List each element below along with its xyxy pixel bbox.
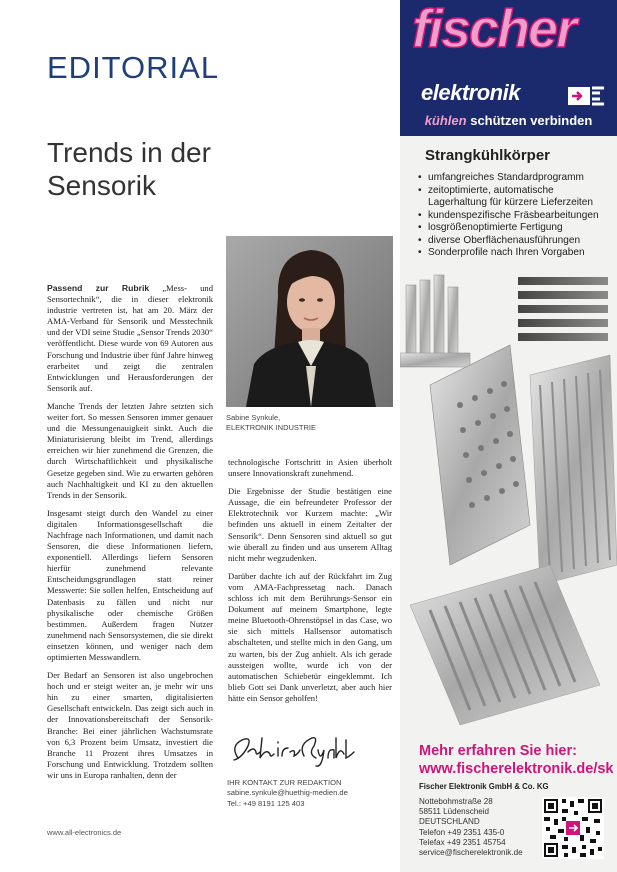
- article-column-1: [47, 283, 213, 788]
- brand-subtitle: elektronik: [421, 80, 520, 105]
- cta-text: Mehr erfahren Sie hier:: [419, 743, 577, 759]
- paragraph: Darüber dachte ich auf der Rückfahrt im Zug vom AMA-Fachpressetag nach. Danach schloss ich mit dem Berührungs-Sensor ein Dokument auf meinem Smartphone, legte meine Bluetooth-Ohrenstöpsel in das Case, wo sie sich mittels Hallsensor automatisch abschalteten, und stellte mich in den Gang, um zu warten, bis der Zug anhielt. Als ich gerade aussteigen wollte, wurde ich von der automatischen Schiebetür eingeklemmt. Ich blieb Gott sei Dank unverletzt, aber auch hier hätte ein Sensor geholfen!: [228, 570, 392, 703]
- email[interactable]: service@fischerelektronik.de: [419, 848, 523, 858]
- signature-image: [226, 728, 356, 768]
- company-address: [419, 797, 523, 858]
- company-name: Fischer Elektronik GmbH & Co. KG: [419, 782, 549, 791]
- contact-email[interactable]: sabine.synkule@huethig-medien.de: [227, 788, 348, 798]
- tagline-protect: schützen: [470, 113, 527, 128]
- tagline-connect: verbinden: [530, 113, 593, 128]
- paragraph: Manche Trends der letzten Jahre setzten sich weiter fort. So messen Sensoren immer genauer und die Messungenauigkeit sinkt. Auch die Miniaturisierung bleibt im Trend, allerdings erreichen wir hier zunehmend die Grenzen, die durch Wirtschaftlichkeit und physikalische Gesetze gegeben sind. Wie zu erwarten gehören auch Nachhaltigkeit und KI zu den aktuellen Trends in der Sensorik.: [47, 400, 213, 500]
- ad-header: [400, 0, 617, 136]
- paragraph: Der Bedarf an Sensoren ist also ungebrochen hoch und er steigt weiter an, je mehr wir uns hin zu einer smarten, digitalisierten Gesellschaft entwickeln. Das zeigt sich auch in der Innovationsbereitschaft der Sensorik-Branche: Bei einer jährlichen Wachstumsrate von 6,3 Prozent beim Umsatz, investiert die Branche 11 Prozent ihres Umsatzes in Forschung und Entwicklung. Trotzdem sollten wir uns in Europa ranhalten, denn der: [47, 670, 213, 780]
- address-city: 58511 Lüdenscheid: [419, 807, 490, 817]
- paragraph: Die Ergebnisse der Studie bestätigen eine Aussage, die ein befreundeter Professor der Elektrotechnik vor Kurzem machte: „Wir befinden uns aktuell in einem Zeitalter der Sensorik“. Denn Sensoren sind aktuell so gut wie überall zu finden und aus unserem Alltag nicht mehr wegzudenken.: [228, 486, 392, 563]
- cta[interactable]: [419, 742, 613, 778]
- headline: Trends in der Sensorik: [47, 137, 211, 201]
- feature-item: • kundenspezifische Fräsbearbeitungen: [418, 210, 613, 223]
- caption-name: Sabine Synkule,: [226, 413, 281, 422]
- fax: Telefax +49 2351 45754: [419, 837, 506, 847]
- address-street: Nottebohmstraße 28: [419, 797, 493, 806]
- feature-item: • umfangreiches Standardprogramm: [418, 172, 613, 185]
- cta-url[interactable]: www.fischerelektronik.de/sk: [419, 761, 614, 777]
- heatsink-product-image: [400, 265, 617, 735]
- caption-org: ELEKTRONIK INDUSTRIE: [226, 422, 317, 432]
- contact-phone: Tel.: +49 8191 125 403: [227, 798, 305, 808]
- author-portrait-image: [226, 236, 393, 407]
- footer-url[interactable]: www.all-electronics.de: [47, 828, 122, 837]
- contact-block: [227, 778, 348, 809]
- photo-caption: [226, 413, 316, 432]
- feature-item: • losgrößenoptimierte Fertigung: [418, 222, 613, 235]
- qr-code-icon[interactable]: [542, 797, 604, 859]
- tagline: [400, 113, 617, 128]
- lead-in: Passend zur Rubrik: [47, 283, 150, 293]
- paragraph: technologische Fortschritt in Asien überholt unsere Innovationskraft zunehmend.: [228, 457, 392, 479]
- paragraph: Insgesamt steigt durch den Wandel zu einer digitalen Informationsgesellschaft die Nachfrage nach Informationen, und damit nach Sensoren, die diese Informationen liefern, exponentiell. Allerdings liefern Sensoren hierfür zunehmend relevante Entscheidungsgrundlagen statt reiner Messwerte: Sie sollen helfen, Entscheidung auf Datenbasis zu fällen und nicht nur physikalische oder chemische Größen bestimmen. Außerdem fragen Nutzer zunehmend nach Sensorsystemen, die sie direkt einsetzen können, und weniger nach dem optimierten Messwandlern.: [47, 507, 213, 662]
- brand-logo: fischer: [412, 0, 576, 59]
- phone: Telefon +49 2351 435-0: [419, 827, 505, 837]
- article-column-2: [228, 457, 392, 711]
- ad-product-title: Strangkühlkörper: [425, 147, 551, 164]
- signature: [226, 728, 356, 773]
- tagline-cool: kühlen: [424, 113, 467, 128]
- section-title: EDITORIAL: [47, 50, 220, 85]
- paragraph-text: „Mess- und Sensortechnik“, die in dieser elektronik industrie vertreten ist, hat am 20. März der AMA-Verband für Sensorik und Messtechnik und der VDI seine Studie „Sensor Trends 2030“ veröffentlicht. Diese wurde von 69 Autoren aus Forschung und Industrie über fünf Jahre hinweg erarbeitet und zeigt die zentralen Entwicklungen und Herausforderungen der Sensorik auf.: [47, 283, 213, 393]
- feature-list: [418, 172, 613, 260]
- author-photo: [226, 236, 393, 407]
- feature-item: • Sonderprofile nach Ihren Vorgaben: [418, 247, 613, 260]
- feature-item: • zeitoptimierte, automatische Lagerhaltung für kürzere Lieferzeiten: [418, 185, 613, 210]
- paragraph: [47, 283, 213, 394]
- advertisement[interactable]: [400, 0, 617, 872]
- feature-item: • diverse Oberflächenausführungen: [418, 235, 613, 248]
- arrow-logo-icon: [568, 84, 608, 108]
- contact-title: IHR KONTAKT ZUR REDAKTION: [227, 778, 342, 787]
- address-country: DEUTSCHLAND: [419, 817, 480, 827]
